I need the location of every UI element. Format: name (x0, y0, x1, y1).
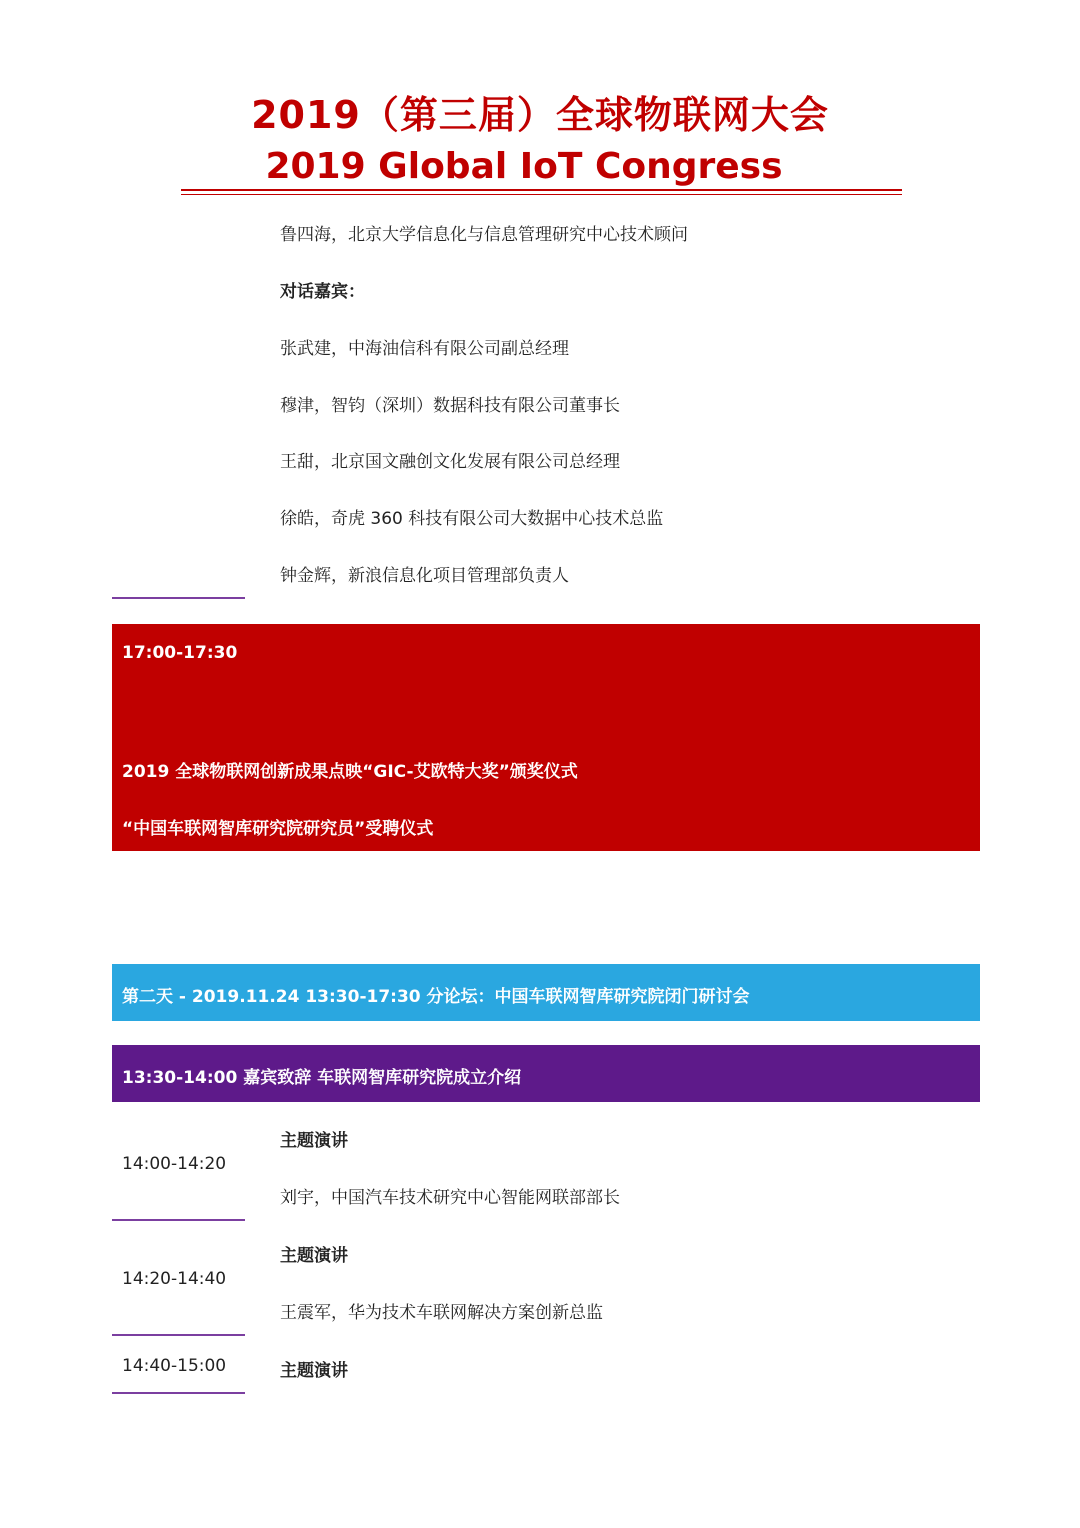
title-divider (181, 189, 902, 195)
schedule-type: 主题演讲 (280, 1361, 348, 1381)
schedule-type: 主题演讲 (280, 1131, 348, 1151)
award-time: 17:00-17:30 (122, 643, 238, 663)
schedule-speaker: 王震军，华为技术车联网解决方案创新总监 (280, 1303, 603, 1323)
schedule-speaker: 刘宇，中国汽车技术研究中心智能网联部部长 (280, 1188, 620, 1208)
guest-item: 王甜，北京国文融创文化发展有限公司总经理 (280, 452, 620, 472)
day2-banner (112, 964, 980, 1021)
award-ceremony-block (112, 624, 980, 851)
opening-session-text: 13:30-14:00 嘉宾致辞 车联网智库研究院成立介绍 (122, 1068, 522, 1088)
guest-item: 徐皓，奇虎 360 科技有限公司大数据中心技术总监 (280, 509, 664, 529)
dialogue-host: 鲁四海，北京大学信息化与信息管理研究中心技术顾问 (280, 225, 688, 245)
schedule-time: 14:00-14:20 (122, 1154, 227, 1174)
guest-item: 钟金辉，新浪信息化项目管理部负责人 (280, 566, 569, 586)
section-divider (112, 597, 245, 599)
schedule-divider (112, 1334, 245, 1336)
schedule-time: 14:40-15:00 (122, 1356, 227, 1376)
schedule-type: 主题演讲 (280, 1246, 348, 1266)
opening-session-bar (112, 1045, 980, 1102)
guest-item: 穆津，智钧（深圳）数据科技有限公司董事长 (280, 396, 620, 416)
guest-item: 张武建，中海油信科有限公司副总经理 (280, 339, 569, 359)
schedule-time: 14:20-14:40 (122, 1269, 227, 1289)
award-line-1: 2019 全球物联网创新成果点映“GIC-艾欧特大奖”颁奖仪式 (122, 762, 578, 782)
page-title-en: 2019 Global IoT Congress (265, 146, 783, 187)
award-line-2: “中国车联网智库研究院研究员”受聘仪式 (122, 819, 434, 839)
page-title-cn: 2019（第三届）全球物联网大会 (251, 93, 829, 137)
schedule-divider (112, 1392, 245, 1394)
dialogue-guests-label: 对话嘉宾： (280, 282, 365, 302)
schedule-divider (112, 1219, 245, 1221)
day2-banner-text: 第二天 - 2019.11.24 13:30-17:30 分论坛：中国车联网智库研究院闭门研讨会 (122, 987, 750, 1007)
